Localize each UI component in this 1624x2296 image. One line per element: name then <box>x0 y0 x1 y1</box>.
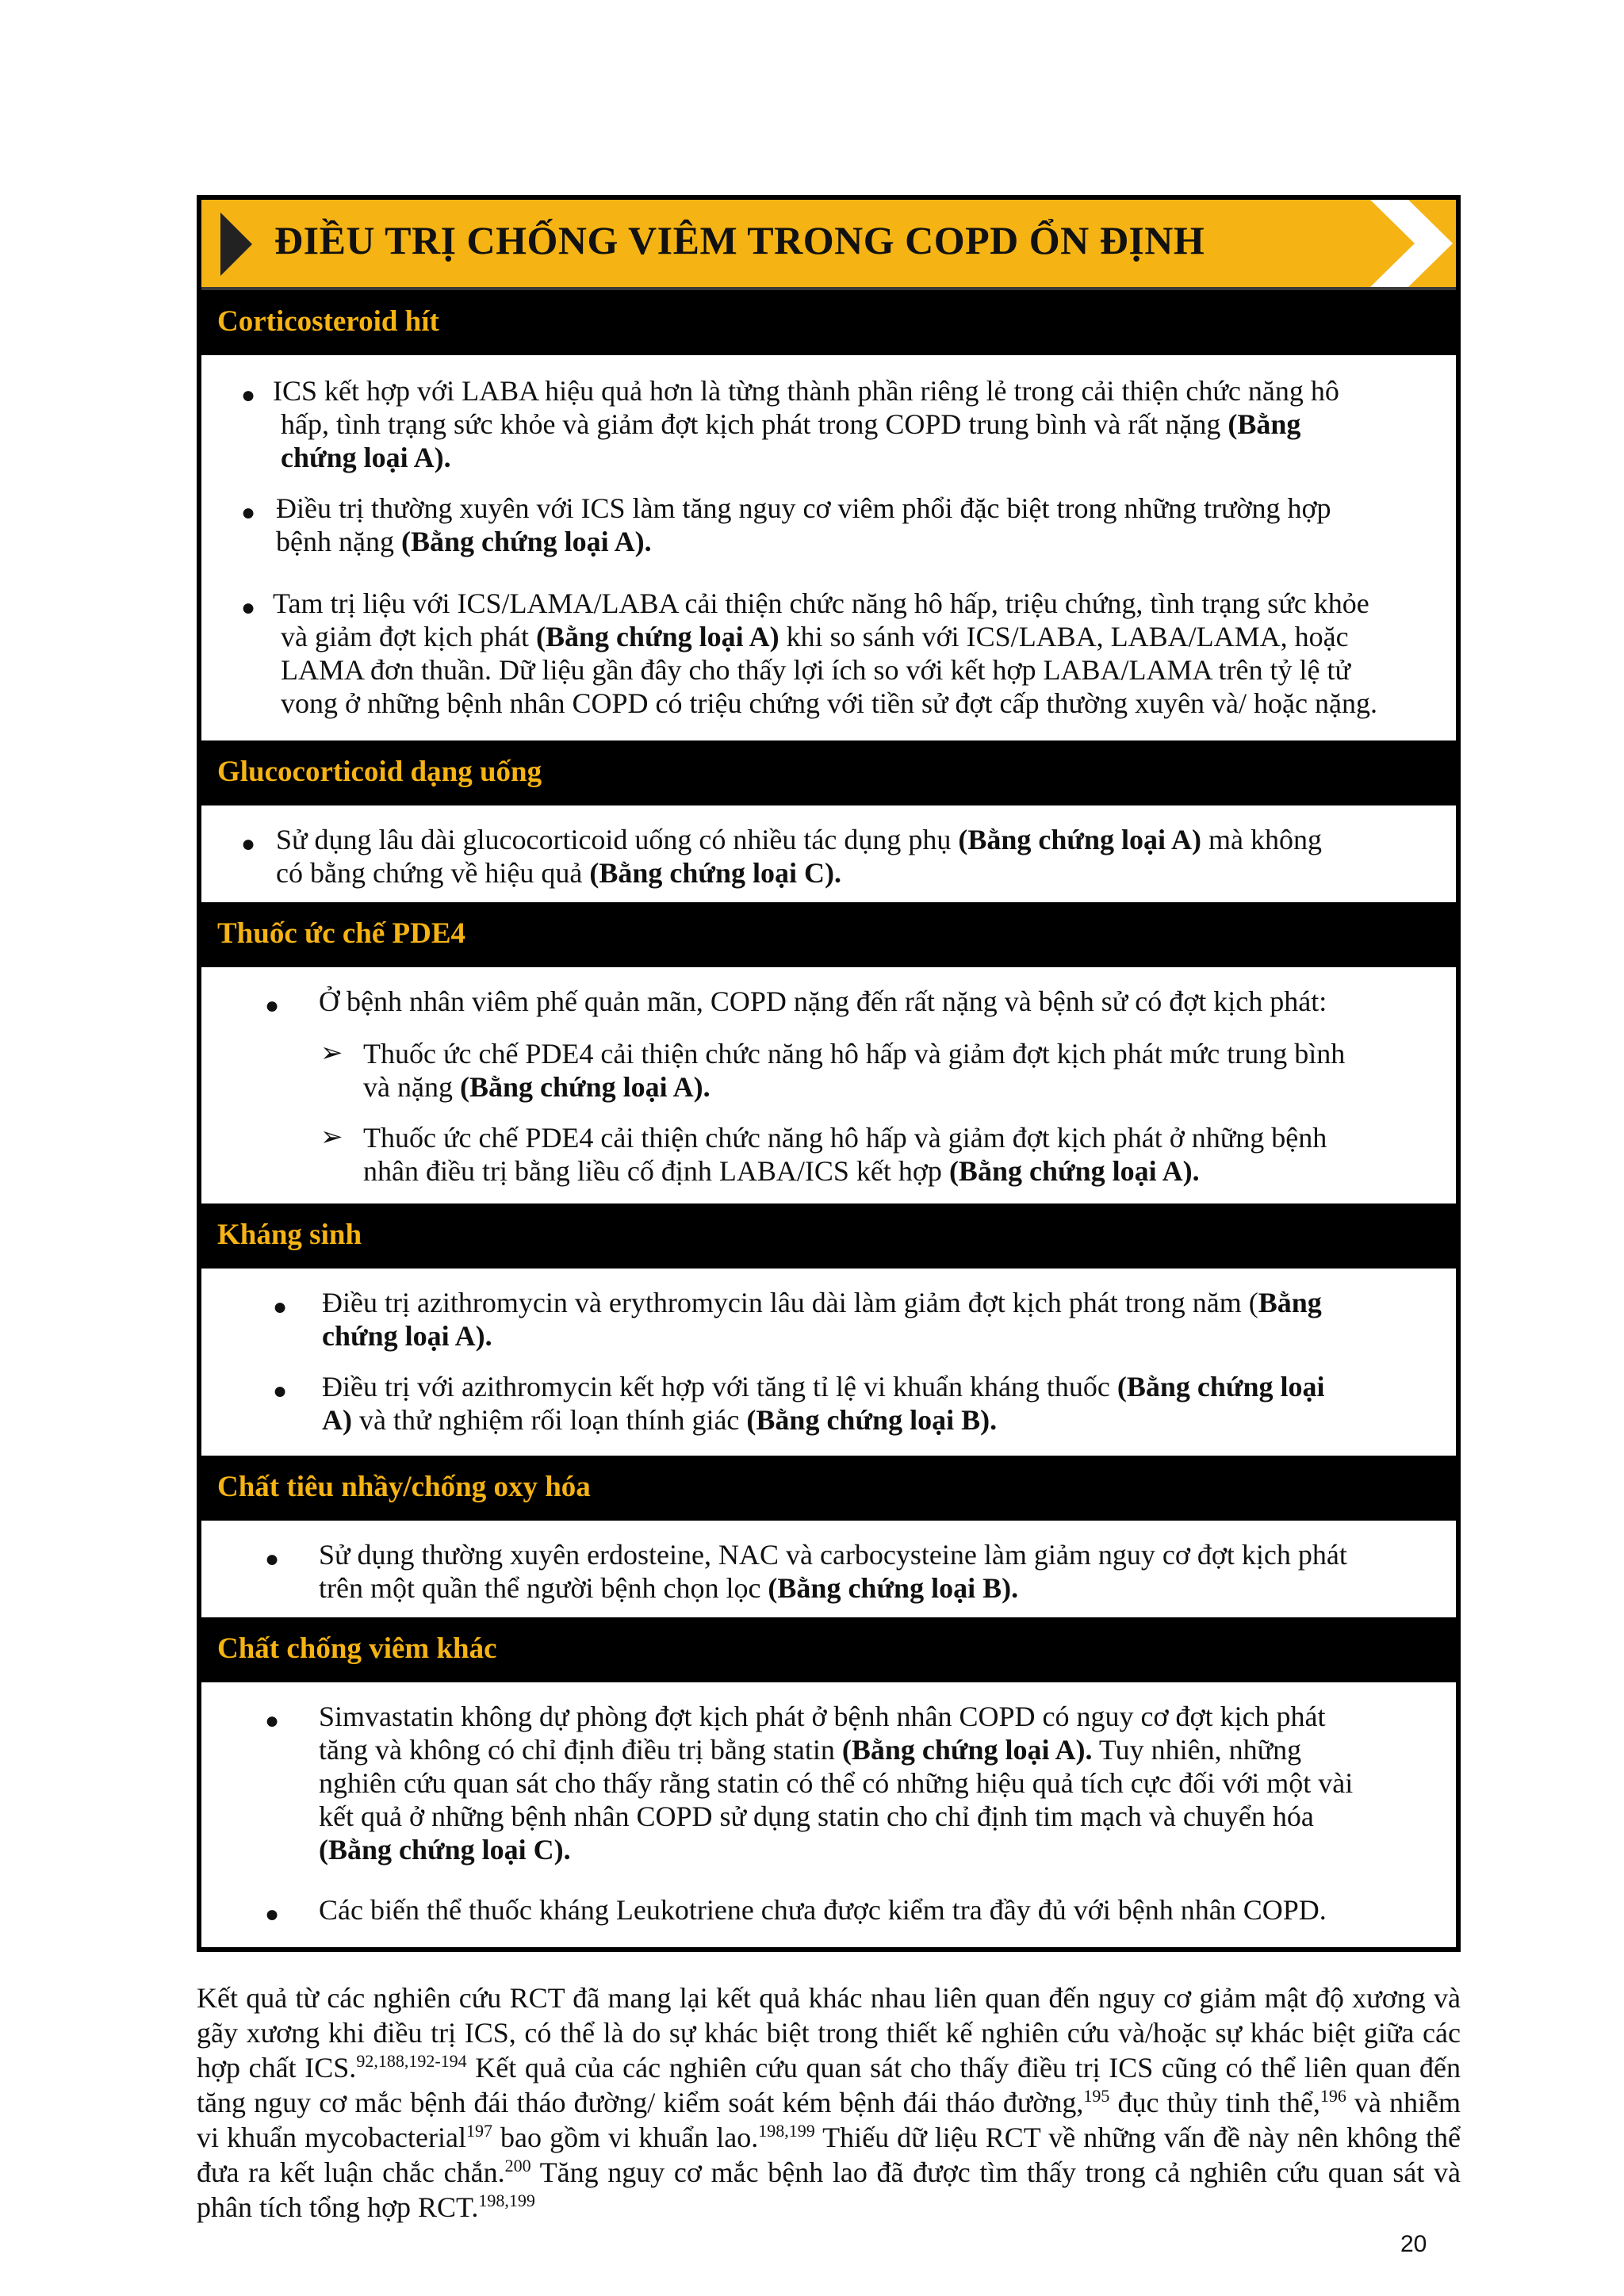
list-item-line: hấp, tình trạng sức khỏe và giảm đợt kịch phát trong COPD trung bình và rất nặng (Bằng <box>281 408 1301 440</box>
list-item-line: nhân điều trị bằng liều cố định LABA/ICS kết hợp (Bằng chứng loại A). <box>363 1155 1200 1187</box>
section-title: Glucocorticoid dạng uống <box>217 756 542 788</box>
list-item-line: Các biến thể thuốc kháng Leukotriene chưa được kiểm tra đầy đủ với bệnh nhân COPD. <box>319 1894 1327 1926</box>
list-item-line: vong ở những bệnh nhân COPD có triệu chứng với tiền sử đợt cấp thường xuyên và/ hoặc nặng. <box>281 687 1377 719</box>
section-title: Chất tiêu nhầy/chống oxy hóa <box>217 1471 591 1503</box>
list-item-line: có bằng chứng về hiệu quả (Bằng chứng loại C). <box>276 857 842 889</box>
bullet-icon: ● <box>241 382 256 408</box>
section-header-antibiotics <box>201 1203 1456 1269</box>
list-item-line: Ở bệnh nhân viêm phế quản mãn, COPD nặng đến rất nặng và bệnh sử có đợt kịch phát: <box>319 985 1327 1017</box>
citation-ref: 200 <box>504 2156 531 2175</box>
bullet-icon: ● <box>241 595 256 621</box>
box-title: ĐIỀU TRỊ CHỐNG VIÊM TRONG COPD ỔN ĐỊNH <box>274 218 1205 262</box>
chevron-right-icon <box>1361 200 1456 287</box>
list-item-line: và giảm đợt kịch phát (Bằng chứng loại A) khi so sánh với ICS/LABA, LABA/LAMA, hoặc <box>281 621 1349 652</box>
bullet-icon: ● <box>265 1546 280 1572</box>
section-title: Thuốc ức chế PDE4 <box>217 917 466 950</box>
list-item-line: tăng và không có chỉ định điều trị bằng statin (Bằng chứng loại A). Tuy nhiên, những <box>319 1734 1302 1766</box>
list-item-line: A) và thử nghiệm rối loạn thính giác (Bằng chứng loại B). <box>322 1404 998 1436</box>
list-item-line: Thuốc ức chế PDE4 cải thiện chức năng hô hấp và giảm đợt kịch phát ở những bệnh <box>363 1122 1327 1154</box>
section-title: Corticosteroid hít <box>217 305 439 338</box>
bullet-icon: ● <box>273 1294 288 1320</box>
bullet-icon: ● <box>241 499 256 526</box>
list-item-line: kết quả ở những bệnh nhân COPD sử dụng statin cho chỉ định tim mạch và chuyển hóa <box>319 1800 1314 1832</box>
list-item-line: Điều trị azithromycin và erythromycin lâu dài làm giảm đợt kịch phát trong năm (Bằng <box>322 1287 1322 1318</box>
list-item-line: Sử dụng lâu dài glucocorticoid uống có nhiều tác dụng phụ (Bằng chứng loại A) mà không <box>276 824 1322 855</box>
arrow-bullet-icon: ➢ <box>320 1039 343 1068</box>
citation-ref: 195 <box>1083 2086 1110 2106</box>
citation-ref: 196 <box>1320 2086 1346 2106</box>
bullet-icon: ● <box>265 993 280 1019</box>
section-header-mucolytics <box>201 1456 1456 1521</box>
bullet-icon: ● <box>265 1708 280 1734</box>
section-title: Chất chống viêm khác <box>217 1632 497 1665</box>
list-item-line: Sử dụng thường xuyên erdosteine, NAC và carbocysteine làm giảm nguy cơ đợt kịch phát <box>319 1539 1347 1571</box>
list-item-line: nghiên cứu quan sát cho thấy rằng statin có thể có những hiệu quả tích cực đối với một vài <box>319 1767 1354 1799</box>
list-item-line: và nặng (Bằng chứng loại A). <box>363 1071 710 1103</box>
section-title: Kháng sinh <box>217 1219 362 1251</box>
summary-box <box>197 195 1461 1952</box>
list-item-line: Điều trị với azithromycin kết hợp với tăng tỉ lệ vi khuẩn kháng thuốc (Bằng chứng loại <box>322 1371 1325 1402</box>
list-item-line: bệnh nặng (Bằng chứng loại A). <box>276 526 652 557</box>
bullet-icon: ● <box>265 1901 280 1927</box>
page-number: 20 <box>1400 2231 1427 2257</box>
list-item-line: Điều trị thường xuyên với ICS làm tăng nguy cơ viêm phổi đặc biệt trong những trường hợp <box>276 492 1331 524</box>
section-header-corticosteroid <box>201 290 1456 355</box>
list-item-line: ICS kết hợp với LABA hiệu quả hơn là từng thành phần riêng lẻ trong cải thiện chức năng hô <box>273 375 1339 407</box>
list-item-line: (Bằng chứng loại C). <box>319 1834 571 1866</box>
section-header-glucocorticoid <box>201 740 1456 806</box>
citation-ref: 198,199 <box>478 2191 535 2210</box>
list-item-line: chứng loại A). <box>322 1320 492 1352</box>
list-item-line: LAMA đơn thuần. Dữ liệu gần đây cho thấy lợi ích so với kết hợp LABA/LAMA trên tỷ lệ tử <box>281 654 1350 686</box>
body-paragraph: Kết quả từ các nghiên cứu RCT đã mang lại kết quả khác nhau liên quan đến nguy cơ giảm mật độ xương và gãy xương khi điều trị ICS, có thể là do sự khác biệt trong thiết kế nghiên cứu và/hoặc sự khác biệt giữa các hợp chất ICS.$^{92,188,192-194}$ Kết quả của các nghiên cứu quan sát cho thấy điều trị ICS cũng có thể liên quan đến tăng nguy cơ mắc bệnh đái tháo đường/ kiểm soát kém bệnh đái tháo đường,$^{195}$ đục thủy tinh thể,$^{196}$ và nhiễm vi khuẩn mycobacterial$^{197}$ bao gồm vi khuẩn lao.$^{198,199}$ Thiếu dữ liệu RCT về những vấn đề này nên không thể đưa ra kết luận chắc chắn.$^{200}$ Tăng nguy cơ mắc bệnh lao đã được tìm thấy trong cả nghiên cứu quan sát và phân tích tổng hợp RCT.$^{198,199}$ <box>197 1982 1461 2223</box>
bullet-icon: ● <box>273 1378 288 1404</box>
title-bar <box>201 200 1456 290</box>
list-item-line: Simvastatin không dự phòng đợt kịch phát ở bệnh nhân COPD có nguy cơ đợt kịch phát <box>319 1701 1326 1732</box>
triangle-icon <box>220 212 252 276</box>
citation-ref: 92,188,192-194 <box>356 2051 467 2071</box>
list-item-line: Tam trị liệu với ICS/LAMA/LABA cải thiện chức năng hô hấp, triệu chứng, tình trạng sức khỏe <box>273 587 1369 619</box>
list-item-line: chứng loại A). <box>281 442 451 473</box>
citation-ref: 197 <box>466 2121 492 2141</box>
section-header-other-anti-inflammatory <box>201 1617 1456 1682</box>
list-item-line: trên một quần thể người bệnh chọn lọc (Bằng chứng loại B). <box>319 1572 1019 1604</box>
list-item-line: Thuốc ức chế PDE4 cải thiện chức năng hô hấp và giảm đợt kịch phát mức trung bình <box>363 1038 1346 1070</box>
bullet-icon: ● <box>241 831 256 857</box>
arrow-bullet-icon: ➢ <box>320 1123 343 1152</box>
citation-ref: 198,199 <box>758 2121 815 2141</box>
section-header-pde4 <box>201 902 1456 967</box>
